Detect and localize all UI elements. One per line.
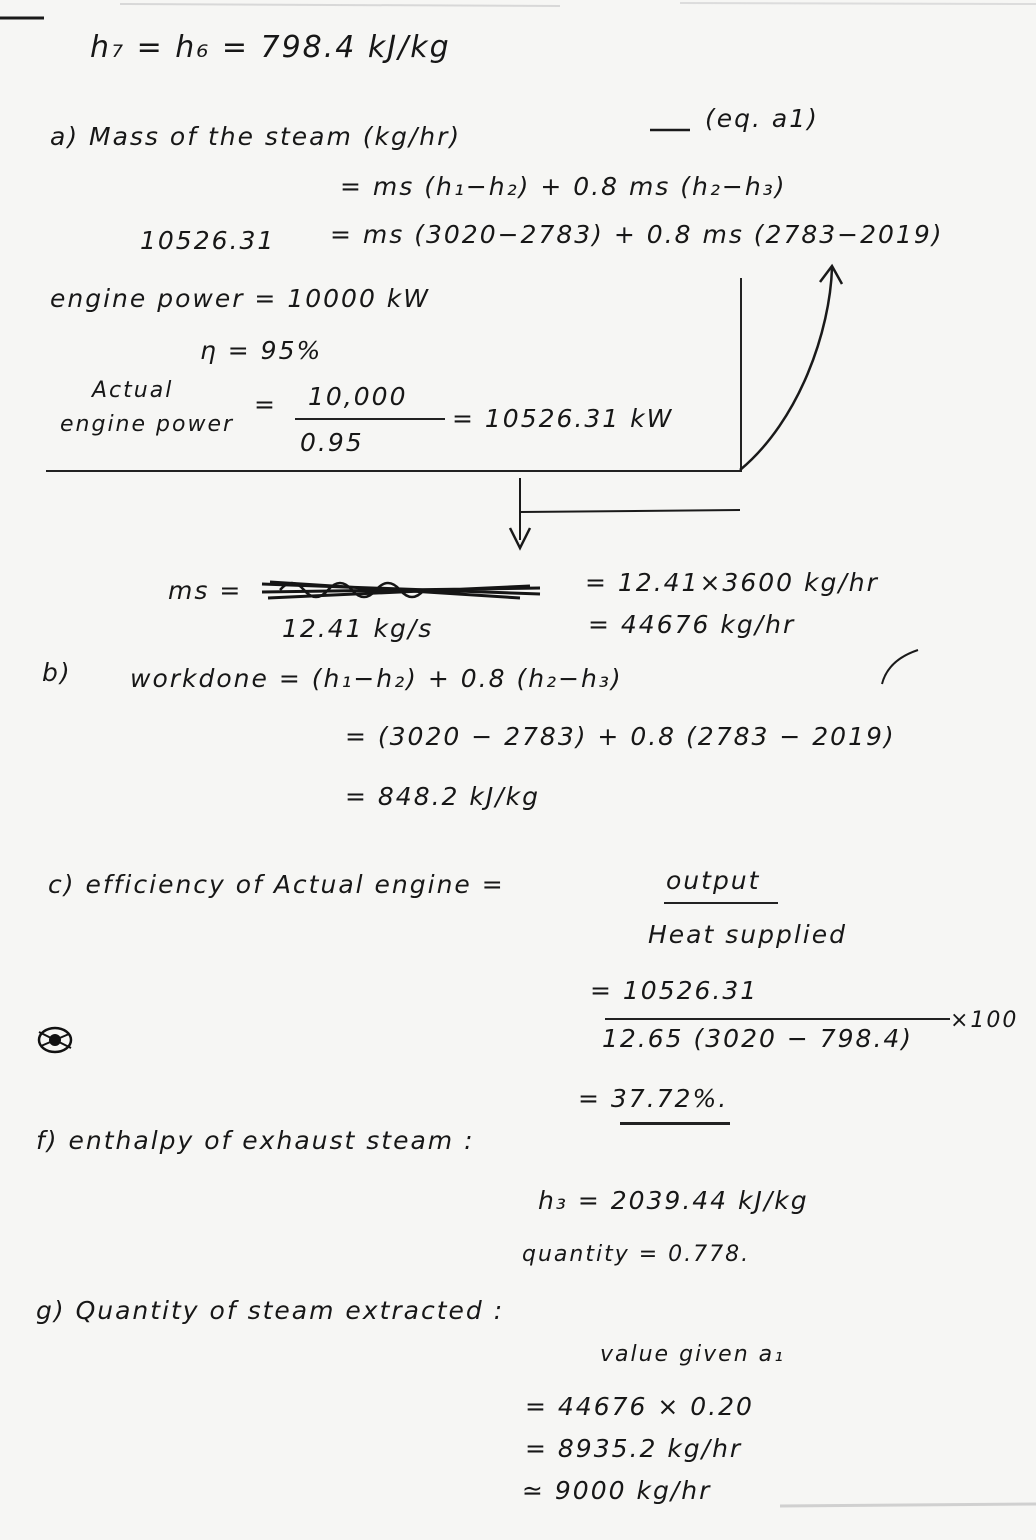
workdone-equation: workdone = (h₁−h₂) + 0.8 (h₂−h₃) [130,664,623,693]
engine-power-label: engine power [60,412,235,437]
times-hundred: ×100 [950,1008,1019,1033]
ms-kg-per-hr: = 44676 kg/hr [588,610,796,639]
engine-power-value: 10526.31 [140,226,276,255]
part-a-heading: a) Mass of the steam (kg/hr) [50,122,462,151]
fraction-numerator: 10,000 [308,382,408,411]
quantity-value: quantity = 0.778. [522,1242,751,1267]
output-label: output [666,866,761,895]
ms-kg-per-s: 12.41 kg/s [282,614,434,643]
actual-label: Actual [92,378,174,403]
given-value-note: value given a₁ [600,1342,785,1367]
efficiency-result: = 37.72%. [578,1084,729,1113]
efficiency-denominator: 12.65 (3020 − 798.4) [602,1024,914,1053]
engine-power-line: engine power = 10000 kW [50,284,430,313]
equation-reference: (eq. a1) [705,104,819,133]
part-f-heading: f) enthalpy of exhaust steam : [36,1126,475,1155]
ms-label: ms = [168,576,243,605]
extraction-calc: = 44676 × 0.20 [525,1392,754,1421]
extraction-rounded: ≃ 9000 kg/hr [522,1476,712,1505]
line-h7-equals-h6: h₇ = h₆ = 798.4 kJ/kg [90,30,451,65]
actual-equals: = [254,390,277,419]
part-b-label: b) [42,658,72,687]
heat-supplied-label: Heat supplied [648,920,847,949]
part-c-heading: c) efficiency of Actual engine = [48,870,505,899]
mass-balance-equation: = ms (h₁−h₂) + 0.8 ms (h₂−h₃) [340,172,787,201]
workdone-result: = 848.2 kJ/kg [345,782,541,811]
h3-value: h₃ = 2039.44 kJ/kg [538,1186,809,1215]
ms-conversion: = 12.41×3600 kg/hr [585,568,879,597]
efficiency-numerator: = 10526.31 [590,976,759,1005]
extraction-result: = 8935.2 kg/hr [525,1434,743,1463]
actual-power-result: = 10526.31 kW [452,404,674,433]
efficiency-line: η = 95% [200,336,323,365]
part-g-heading: g) Quantity of steam extracted : [36,1296,505,1325]
mass-balance-substituted: = ms (3020−2783) + 0.8 ms (2783−2019) [330,220,944,249]
workdone-substituted: = (3020 − 2783) + 0.8 (2783 − 2019) [345,722,896,751]
fraction-denominator: 0.95 [300,428,364,457]
